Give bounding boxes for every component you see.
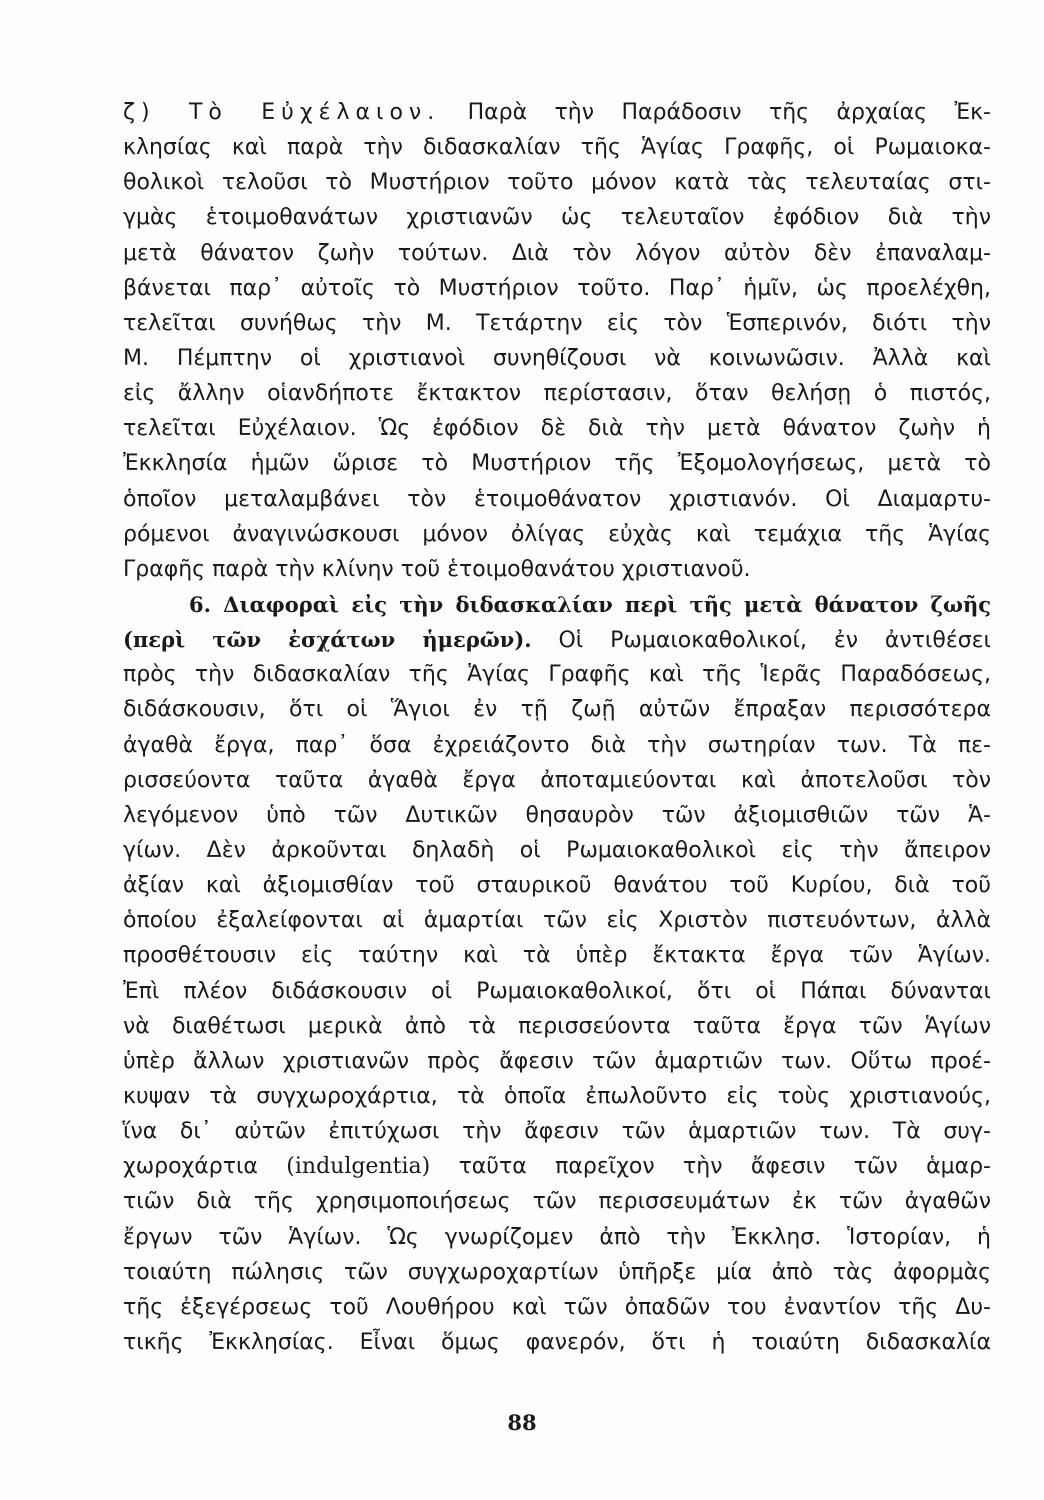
text-line: χωροχάρτια (indulgentia) ταῦτα παρεῖχον τὴν ἄφεσιν τῶν ἁμαρ-: [123, 1154, 991, 1180]
text-line: διδάσκουσιν, ὅτι οἱ Ἅγιοι ἐν τῇ ζωῇ αὐτῶν ἔπραξαν περισσότερα: [123, 697, 991, 723]
text-line: προσθέτουσιν εἰς ταύτην καὶ τὰ ὑπὲρ ἔκτακτα ἔργα τῶν Ἁγίων.: [123, 943, 991, 969]
text-line: ὁποίου ἐξαλείφονται αἱ ἁμαρτίαι τῶν εἰς Χριστὸν πιστευόντων, ἀλλὰ: [123, 908, 991, 934]
text-line: κλησίας καὶ παρὰ τὴν διδασκαλίαν τῆς Ἁγίας Γραφῆς, οἱ Ρωμαιοκα-: [123, 135, 991, 161]
text-line: τῆς ἐξεγέρσεως τοῦ Λουθήρου καὶ τῶν ὀπαδῶν του ἐναντίον τῆς Δυ-: [123, 1294, 991, 1320]
text-line: Ἐπὶ πλέον διδάσκουσιν οἱ Ρωμαιοκαθολικοί, ὅτι οἱ Πάπαι δύνανται: [123, 978, 991, 1004]
text-line: ἀγαθὰ ἔργα, παρ᾽ ὅσα ἐχρειάζοντο διὰ τὴν σωτηρίαν των. Τὰ πε-: [123, 732, 991, 758]
text-line: νὰ διαθέτωσι μερικὰ ἀπὸ τὰ περισσεύοντα ταῦτα ἔργα τῶν Ἁγίων: [123, 1013, 991, 1039]
text-line: τικῆς Ἐκκλησίας. Εἶναι ὅμως φανερόν, ὅτι ἡ τοιαύτη διδασκαλία: [123, 1329, 991, 1355]
text-line: μετὰ θάνατον ζωὴν τούτων. Διὰ τὸν λόγον αὐτὸν δὲν ἐπαναλαμ-: [123, 240, 991, 266]
text-line: ἀξίαν καὶ ἀξιομισθίαν τοῦ σταυρικοῦ θανάτου τοῦ Κυρίου, διὰ τοῦ: [123, 873, 991, 899]
text-line: Μ. Πέμπτην οἱ χριστιανοὶ συνηθίζουσι νὰ κοινωνῶσιν. Ἀλλὰ καὶ: [123, 345, 991, 371]
text-line: ζ) Τὸ Εὐχέλαιον. Παρὰ τὴν Παράδοσιν τῆς ἀρχαίας Ἐκ-: [123, 100, 991, 125]
text-line: ὁποῖον μεταλαμβάνει τὸν ἑτοιμοθάνατον χριστιανόν. Οἱ Διαμαρτυ-: [123, 486, 991, 512]
text-line: τιῶν διὰ τῆς χρησιμοποιήσεως τῶν περισσευμάτων ἐκ τῶν ἀγαθῶν: [123, 1189, 991, 1215]
text-line: βάνεται παρ᾽ αὐτοῖς τὸ Μυστήριον τοῦτο. Παρ᾽ ἡμῖν, ὡς προελέχθη,: [123, 275, 991, 301]
section-heading: 6. Διαφοραὶ εἰς τὴν διδασκαλίαν περὶ τῆς μετὰ θάνατον ζωῆς: [189, 591, 991, 617]
text-line: θολικοὶ τελοῦσι τὸ Μυστήριον τοῦτο μόνον κατὰ τὰς τελευταίας στι-: [123, 170, 991, 196]
text-line: ὑπὲρ ἄλλων χριστιανῶν πρὸς ἄφεσιν τῶν ἁμαρτιῶν των. Οὕτω προέ-: [123, 1048, 991, 1074]
text-line: πρὸς τὴν διδασκαλίαν τῆς Ἁγίας Γραφῆς καὶ τῆς Ἱερᾶς Παραδόσεως,: [123, 662, 991, 688]
section-lead: ζ) Τὸ Εὐχέλαιον.: [123, 100, 441, 125]
section-heading-continued: (περὶ τῶν ἐσχάτων ἡμερῶν). Οἱ Ρωμαιοκαθολικοί, ἐν ἀντιθέσει: [123, 627, 991, 654]
text-line: ρισσεύοντα ταῦτα ἀγαθὰ ἔργα ἀποταμιεύονται καὶ ἀποτελοῦσι τὸν: [123, 767, 991, 793]
body-text: [123, 95, 991, 1360]
text-line: κυψαν τὰ συγχωροχάρτια, τὰ ὁποῖα ἐπωλοῦντο εἰς τοὺς χριστιανούς,: [123, 1083, 991, 1109]
text-line: Γραφῆς παρὰ τὴν κλίνην τοῦ ἑτοιμοθανάτου χριστιανοῦ.: [123, 556, 751, 582]
text-line: Ἐκκλησία ἡμῶν ὥρισε τὸ Μυστήριον τῆς Ἐξομολογήσεως, μετὰ τὸ: [123, 451, 991, 477]
text-line: εἰς ἄλλην οἱανδήποτε ἔκτακτον περίστασιν, ὅταν θελήσῃ ὁ πιστός,: [123, 381, 991, 407]
text-line: ἵνα δι᾽ αὐτῶν ἐπιτύχωσι τὴν ἄφεσιν τῶν ἁμαρτιῶν των. Τὰ συγ-: [123, 1119, 991, 1145]
page-number: 88: [507, 1410, 537, 1435]
text-line: τελεῖται Εὐχέλαιον. Ὡς ἐφόδιον δὲ διὰ τὴν μετὰ θάνατον ζωὴν ἡ: [123, 416, 991, 442]
text-line: τελεῖται συνήθως τὴν Μ. Τετάρτην εἰς τὸν Ἑσπερινόν, διότι τὴν: [123, 310, 991, 336]
text-line: ρόμενοι ἀναγινώσκουσι μόνον ὀλίγας εὐχὰς καὶ τεμάχια τῆς Ἁγίας: [123, 521, 991, 547]
text-line: γμὰς ἑτοιμοθανάτων χριστιανῶν ὡς τελευταῖον ἐφόδιον διὰ τὴν: [123, 205, 991, 231]
text-line: τοιαύτη πώλησις τῶν συγχωροχαρτίων ὑπῆρξε μία ἀπὸ τὰς ἀφορμὰς: [123, 1259, 991, 1285]
text-line: γίων. Δὲν ἀρκοῦνται δηλαδὴ οἱ Ρωμαιοκαθολικοὶ εἰς τὴν ἄπειρον: [123, 837, 991, 863]
text-line: λεγόμενον ὑπὸ τῶν Δυτικῶν θησαυρὸν τῶν ἀξιομισθιῶν τῶν Ἁ-: [123, 802, 991, 828]
latin-term: (indulgentia): [257, 1154, 459, 1180]
text-line: ἔργων τῶν Ἁγίων. Ὡς γνωρίζομεν ἀπὸ τὴν Ἐκκλησ. Ἱστορίαν, ἡ: [123, 1224, 991, 1250]
